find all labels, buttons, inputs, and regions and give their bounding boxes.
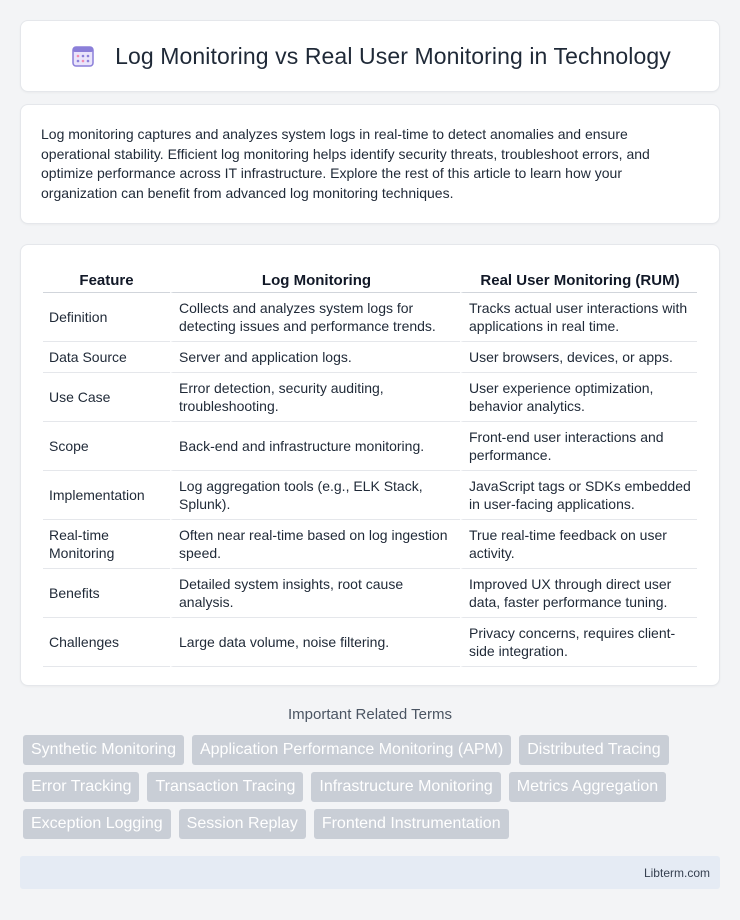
page-title: Log Monitoring vs Real User Monitoring in Technology xyxy=(115,42,671,69)
table-row xyxy=(43,342,697,373)
related-term-tag[interactable]: Exception Logging xyxy=(23,809,171,839)
cell-rum: User browsers, devices, or apps. xyxy=(460,342,697,373)
cell-log-monitoring: Back-end and infrastructure monitoring. xyxy=(170,422,460,471)
calendar-grid-icon xyxy=(69,42,97,70)
header-rum: Real User Monitoring (RUM) xyxy=(460,265,697,293)
related-term-tag[interactable]: Synthetic Monitoring xyxy=(23,735,184,765)
related-terms-title: Important Related Terms xyxy=(288,706,452,723)
cell-feature: Benefits xyxy=(43,569,170,618)
footer xyxy=(20,856,720,889)
table-row xyxy=(43,471,697,520)
cell-feature: Data Source xyxy=(43,342,170,373)
cell-rum: Front-end user interactions and performance. xyxy=(460,422,697,471)
related-term-tag[interactable]: Transaction Tracing xyxy=(147,772,303,802)
cell-feature: Challenges xyxy=(43,618,170,667)
related-term-tag[interactable]: Distributed Tracing xyxy=(519,735,668,765)
table-row xyxy=(43,293,697,342)
table-row xyxy=(43,569,697,618)
related-term-tag[interactable]: Metrics Aggregation xyxy=(509,772,666,802)
header-feature: Feature xyxy=(43,265,170,293)
related-terms-list xyxy=(23,735,723,839)
header-card xyxy=(20,20,720,92)
related-term-tag[interactable]: Session Replay xyxy=(179,809,306,839)
footer-brand[interactable]: Libterm.com xyxy=(643,865,710,880)
cell-log-monitoring: Error detection, security auditing, troubleshooting. xyxy=(170,373,460,422)
intro-card xyxy=(20,104,720,224)
cell-log-monitoring: Collects and analyzes system logs for detecting issues and performance trends. xyxy=(170,293,460,342)
cell-feature: Definition xyxy=(43,293,170,342)
table-row xyxy=(43,618,697,667)
cell-log-monitoring: Large data volume, noise filtering. xyxy=(170,618,460,667)
cell-rum: Improved UX through direct user data, faster performance tuning. xyxy=(460,569,697,618)
cell-feature: Real-time Monitoring xyxy=(43,520,170,569)
cell-rum: Privacy concerns, requires client-side integration. xyxy=(460,618,697,667)
cell-log-monitoring: Often near real-time based on log ingestion speed. xyxy=(170,520,460,569)
cell-feature: Use Case xyxy=(43,373,170,422)
cell-log-monitoring: Log aggregation tools (e.g., ELK Stack, Splunk). xyxy=(170,471,460,520)
comparison-table-card xyxy=(20,244,720,686)
related-term-tag[interactable]: Infrastructure Monitoring xyxy=(311,772,500,802)
cell-log-monitoring: Detailed system insights, root cause analysis. xyxy=(170,569,460,618)
related-term-tag[interactable]: Error Tracking xyxy=(23,772,139,802)
cell-rum: User experience optimization, behavior analytics. xyxy=(460,373,697,422)
intro-text: Log monitoring captures and analyzes system logs in real-time to detect anomalies and ensure operational stability. Efficient log monitoring helps identify security threats, troubleshoot errors, and optimize performance across IT infrastructure. Explore the rest of this article to learn how your organization can benefit from advanced log monitoring techniques. xyxy=(41,126,650,201)
cell-rum: True real-time feedback on user activity. xyxy=(460,520,697,569)
table-row xyxy=(43,422,697,471)
table-header-row xyxy=(43,265,697,293)
cell-rum: JavaScript tags or SDKs embedded in user-facing applications. xyxy=(460,471,697,520)
cell-rum: Tracks actual user interactions with applications in real time. xyxy=(460,293,697,342)
header-log-monitoring: Log Monitoring xyxy=(170,265,460,293)
cell-log-monitoring: Server and application logs. xyxy=(170,342,460,373)
cell-feature: Scope xyxy=(43,422,170,471)
table-row xyxy=(43,520,697,569)
comparison-table xyxy=(43,265,697,667)
related-term-tag[interactable]: Frontend Instrumentation xyxy=(314,809,509,839)
related-term-tag[interactable]: Application Performance Monitoring (APM) xyxy=(192,735,511,765)
cell-feature: Implementation xyxy=(43,471,170,520)
table-row xyxy=(43,373,697,422)
